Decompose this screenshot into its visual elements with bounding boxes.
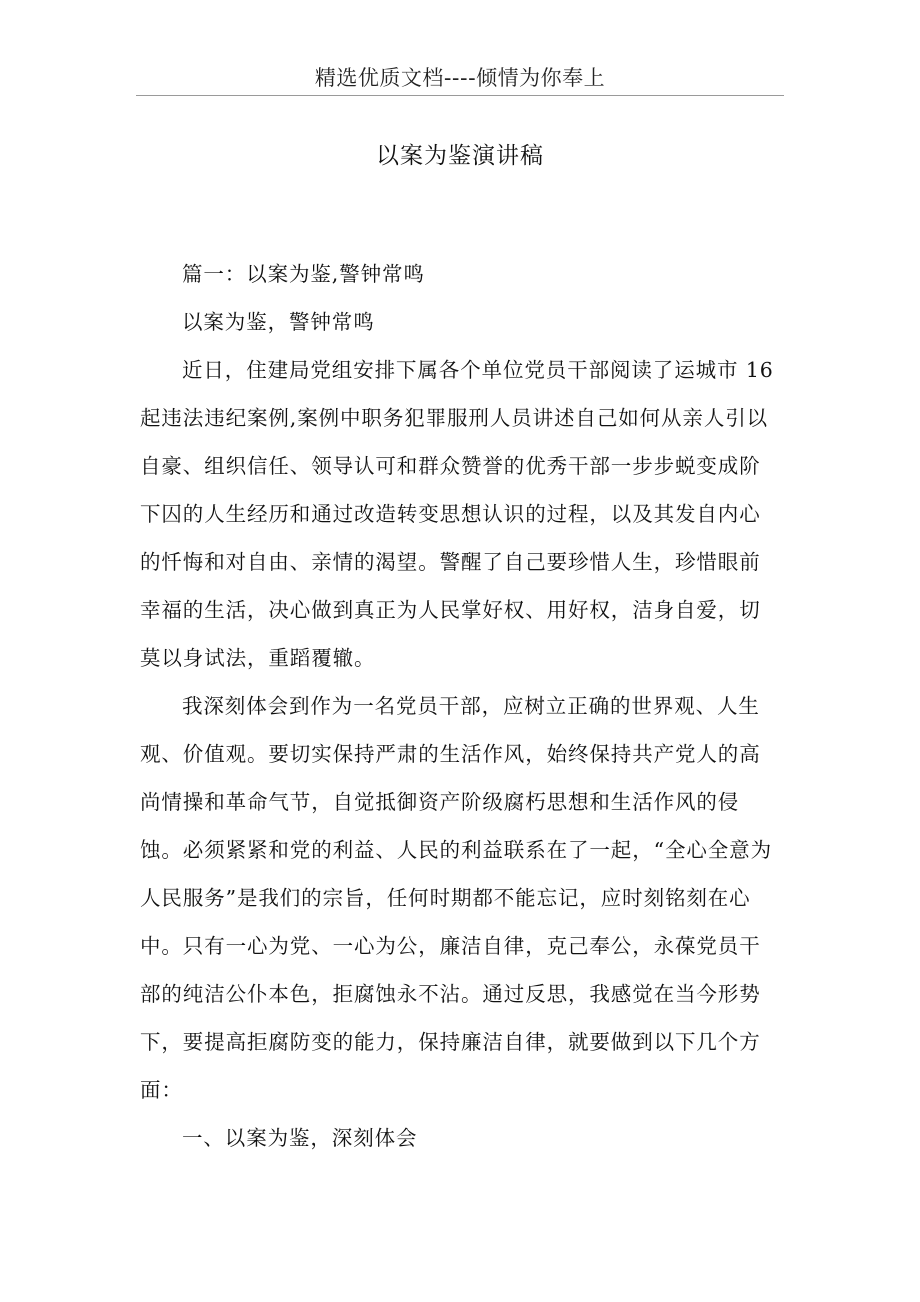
paragraph-line: 观、价值观。要切实保持严肃的生活作风，始终保持共产党人的高 bbox=[140, 742, 761, 766]
paragraph-line: 面： bbox=[140, 1078, 183, 1102]
paragraph-line: 人民服务”是我们的宗旨，任何时期都不能忘记，应时刻铭刻在心 bbox=[140, 886, 751, 910]
paragraph-line: 幸福的生活，决心做到真正为人民掌好权、用好权，洁身自爱，切 bbox=[140, 598, 761, 622]
section-heading: 一、以案为鉴，深刻体会 bbox=[182, 1126, 418, 1150]
paragraph-line: 近日，住建局党组安排下属各个单位党员干部阅读了运城市 16 bbox=[182, 358, 774, 382]
paragraph-line: 部的纯洁公仆本色，拒腐蚀永不沾。通过反思，我感觉在当今形势 bbox=[140, 982, 761, 1006]
document-title: 以案为鉴演讲稿 bbox=[376, 143, 544, 169]
header-divider bbox=[136, 95, 784, 96]
paragraph-line: 中。只有一心为党、一心为公，廉洁自律，克己奉公，永葆党员干 bbox=[140, 934, 761, 958]
paragraph-line: 下囚的人生经历和通过改造转变思想认识的过程，以及其发自内心 bbox=[140, 502, 761, 526]
page-header: 精选优质文档----倾情为你奉上 bbox=[314, 66, 606, 90]
paragraph-line: 我深刻体会到作为一名党员干部，应树立正确的世界观、人生 bbox=[182, 694, 760, 718]
paragraph-line: 起违法违纪案例,案例中职务犯罪服刑人员讲述自己如何从亲人引以 bbox=[140, 406, 769, 430]
document-body bbox=[140, 250, 785, 1162]
paragraph-line: 下，要提高拒腐防变的能力，保持廉洁自律，就要做到以下几个方 bbox=[140, 1030, 761, 1054]
paragraph-line: 的忏悔和对自由、亲情的渴望。警醒了自己要珍惜人生，珍惜眼前 bbox=[140, 550, 761, 574]
paragraph-line: 自豪、组织信任、领导认可和群众赞誉的优秀干部一步步蜕变成阶 bbox=[140, 454, 761, 478]
subtitle: 以案为鉴，警钟常鸣 bbox=[182, 310, 375, 334]
paragraph-line: 尚情操和革命气节，自觉抵御资产阶级腐朽思想和生活作风的侵 bbox=[140, 790, 740, 814]
section-heading: 篇一：以案为鉴,警钟常鸣 bbox=[182, 262, 425, 286]
paragraph-line: 莫以身试法，重蹈覆辙。 bbox=[140, 646, 376, 670]
paragraph-line: 蚀。必须紧紧和党的利益、人民的利益联系在了一起，“全心全意为 bbox=[140, 838, 772, 862]
